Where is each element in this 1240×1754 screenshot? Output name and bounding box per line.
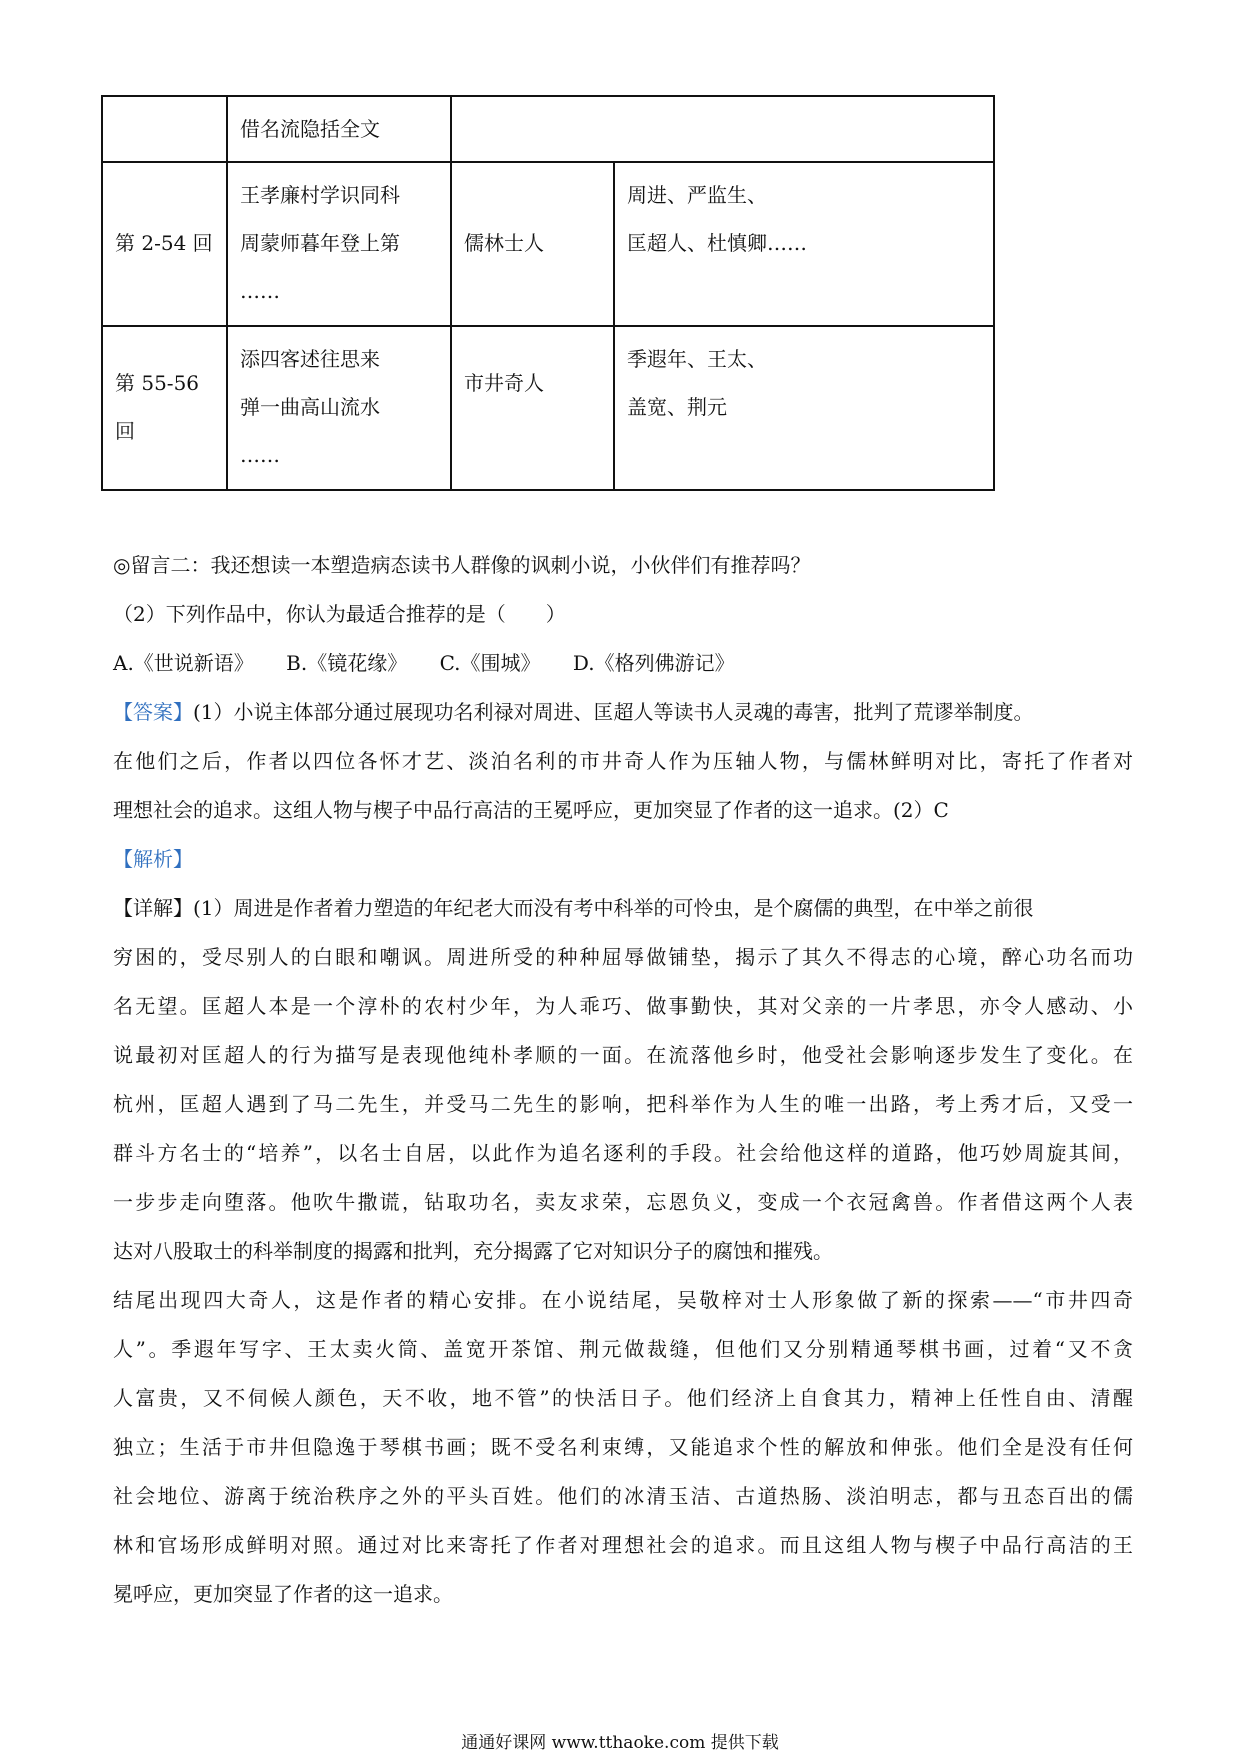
detail-line: 穷困的，受尽别人的白眼和嘲讽。周进所受的种种屈辱做铺垫，揭示了其久不得志的心境，醉心功名而功 (113, 945, 1133, 969)
paragraph-two-line: 社会地位、游离于统治秩序之外的平头百姓。他们的冰清玉洁、古道热肠、淡泊明志，都与丑态百出的儒 (113, 1484, 1133, 1508)
cell-text: 王孝廉村学识同科 (240, 183, 400, 207)
detail-line: 一步步走向堕落。他吹牛撒谎，钻取功名，卖友求荣，忘恩负义，变成一个衣冠禽兽。作者借这两个人表 (113, 1190, 1133, 1214)
detail-line: 说最初对匡超人的行为描写是表现他纯朴孝顺的一面。在流落他乡时，他受社会影响逐步发生了变化。在 (113, 1043, 1133, 1067)
option-a: A.《世说新语》 (113, 651, 254, 675)
cell-text: …… (240, 443, 280, 467)
option-d: D.《格列佛游记》 (572, 651, 735, 675)
paragraph-two-line: 结尾出现四大奇人，这是作者的精心安排。在小说结尾，吴敬梓对士人形象做了新的探索——“市井四奇 (113, 1288, 1133, 1312)
cell-text: 第 55-56 (115, 371, 200, 395)
table-cell (102, 96, 227, 162)
answer-line-3: 理想社会的追求。这组人物与楔子中品行高洁的王冕呼应，更加突显了作者的这一追求。(2）C (113, 798, 949, 822)
table-cell (614, 326, 994, 490)
option-b: B.《镜花缘》 (286, 651, 408, 675)
cell-text: 借名流隐括全文 (240, 117, 380, 141)
option-c: C.《围城》 (439, 651, 541, 675)
question-two: （2）下列作品中，你认为最适合推荐的是（ ） (113, 602, 566, 626)
cell-text: 季遐年、王太、 (627, 347, 767, 371)
paragraph-two-line: 林和官场形成鲜明对照。通过对比来寄托了作者对理想社会的追求。而且这组人物与楔子中品行高洁的王 (113, 1533, 1133, 1557)
options-row (113, 639, 1133, 688)
paragraph-two-line: 冕呼应，更加突显了作者的这一追求。 (113, 1582, 453, 1606)
detail-line: 群斗方名士的“培养”，以名士自居，以此作为追名逐利的手段。社会给他这样的道路，他巧妙周旋其间， (113, 1141, 1133, 1165)
cell-text: 盖宽、荆元 (627, 395, 727, 419)
cell-text: 第 2-54 回 (115, 231, 213, 255)
cell-text: 弹一曲高山流水 (240, 395, 380, 419)
cell-text: 周进、严监生、 (627, 183, 767, 207)
detail-line-1: 【详解】(1）周进是作者着力塑造的年纪老大而没有考中科举的可怜虫，是个腐儒的典型，在中举之前很 (113, 896, 1034, 920)
cell-text: …… (240, 279, 280, 303)
paragraph-two-line: 人”。季遐年写字、王太卖火筒、盖宽开茶馆、荆元做裁缝，但他们又分别精通琴棋书画，过着“又不贪 (113, 1337, 1133, 1361)
paragraph-two-line: 独立；生活于市井但隐逸于琴棋书画；既不受名利束缚，又能追求个性的解放和伸张。他们全是没有任何 (113, 1435, 1133, 1459)
detail-line: 达对八股取士的科举制度的揭露和批判，充分揭露了它对知识分子的腐蚀和摧残。 (113, 1239, 833, 1263)
table-cell (102, 162, 227, 326)
answer-tag: 【答案】 (113, 700, 193, 724)
table-row (102, 162, 994, 326)
table-cell (451, 162, 614, 326)
table-cell (614, 162, 994, 326)
detail-tag: 【详解】 (113, 896, 193, 920)
table-cell (102, 326, 227, 490)
table-cell (451, 326, 614, 490)
detail-line: 杭州，匡超人遇到了马二先生，并受马二先生的影响，把科举作为人生的唯一出路，考上秀才后，又受一 (113, 1092, 1133, 1116)
message-two: ◎留言二：我还想读一本塑造病态读书人群像的讽刺小说，小伙伴们有推荐吗？ (113, 553, 811, 577)
cell-text: 添四客述往思来 (240, 347, 380, 371)
table-cell (227, 162, 451, 326)
table-cell (227, 326, 451, 490)
table-row (102, 96, 994, 162)
paragraph-two-line: 人富贵，又不伺候人颜色，天不收，地不管”的快活日子。他们经济上自食其力，精神上任性自由、清醒 (113, 1386, 1133, 1410)
answer-line-2: 在他们之后，作者以四位各怀才艺、淡泊名利的市井奇人作为压轴人物，与儒林鲜明对比，寄托了作者对 (113, 749, 1133, 773)
answer-line-1: 【答案】(1）小说主体部分通过展现功名利禄对周进、匡超人等读书人灵魂的毒害，批判了荒谬举制度。 (113, 700, 1034, 724)
table-row (102, 326, 994, 490)
table-cell (451, 96, 994, 162)
detail-line: 名无望。匡超人本是一个淳朴的农村少年，为人乖巧、做事勤快，其对父亲的一片孝思，亦令人感动、小 (113, 994, 1133, 1018)
cell-text: 市井奇人 (464, 371, 544, 395)
work-structure-table (101, 95, 995, 491)
cell-text: 回 (115, 419, 135, 443)
page-footer: 通通好课网 www.tthaoke.com 提供下载 (461, 1733, 779, 1753)
table-cell (227, 96, 451, 162)
question-block (113, 541, 1133, 1619)
analysis-tag: 【解析】 (113, 847, 193, 871)
cell-text: 周蒙师暮年登上第 (240, 231, 400, 255)
cell-text: 儒林士人 (464, 231, 544, 255)
cell-text: 匡超人、杜慎卿…… (627, 231, 807, 255)
